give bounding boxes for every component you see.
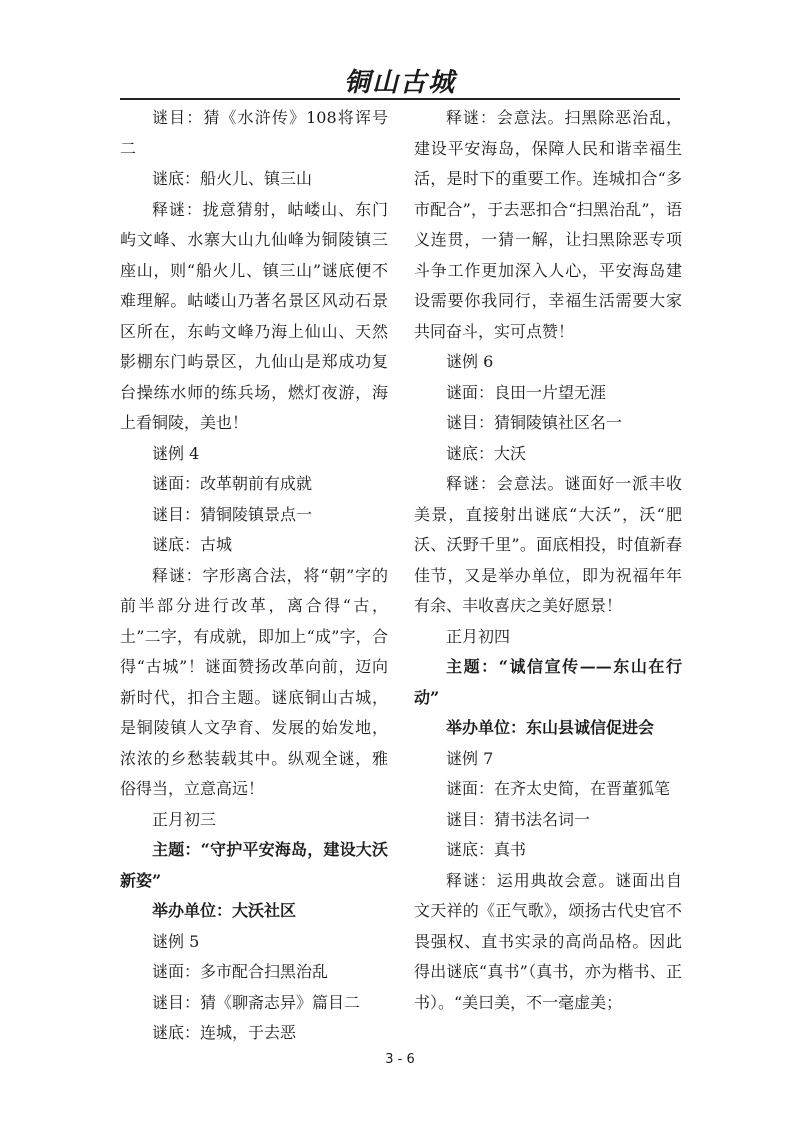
paragraph: 谜目：猜铜陵镇社区名一 xyxy=(446,413,623,432)
paragraph: 谜例 4 xyxy=(152,443,200,463)
page-header-title: 铜山古城 xyxy=(343,68,456,98)
paragraph: 释谜：运用典故会意。谜面出自文天祥的《正气歌》，颂扬古代史官不畏强权、直书实录的高尚品格。因此得出谜底“真书”（真书，亦为楷书、正书）。“美曰美，不一毫虚美； xyxy=(414,870,682,1012)
header-divider xyxy=(120,98,680,100)
paragraph: 谜底：连城，于去恶 xyxy=(152,1023,297,1042)
paragraph: 谜目：猜书法名词一 xyxy=(446,809,591,829)
page-number: 3 - 6 xyxy=(385,1052,415,1067)
paragraph: 释谜：会意法。扫黑除恶治乱，建设平安海岛，保障人民和谐幸福生活，是时下的重要工作。连城扣合“多市配合”，于去恶扣合“扫黑治乱”，语义连贯，一猜一解，让扫黑除恶专项斗争工作更加深入人心，平安海岛建设需要你我同行，幸福生活需要大家共同奋斗，实可点赞！ xyxy=(414,108,682,341)
paragraph: 谜例 5 xyxy=(152,931,200,951)
right-text-column xyxy=(414,103,682,1018)
paragraph: 谜面：多市配合扫黑治乱 xyxy=(152,962,329,981)
paragraph: 谜底：真书 xyxy=(446,840,527,859)
paragraph: 谜面：在齐太史简，在晋董狐笔 xyxy=(446,779,671,798)
paragraph: 谜面：良田一片望无涯 xyxy=(446,382,607,402)
paragraph: 谜底：大沃 xyxy=(446,443,527,463)
paragraph: 谜例 6 xyxy=(446,352,494,371)
left-text-column xyxy=(120,103,388,1049)
paragraph: 谜目：猜铜陵镇景点一 xyxy=(152,504,313,524)
section-heading: 主题：“守护平安海岛，建设大沃新姿” xyxy=(120,840,388,890)
paragraph: 谜面：改革朝前有成就 xyxy=(152,474,313,493)
section-heading: 举办单位：东山县诚信促进会 xyxy=(446,718,655,737)
paragraph: 谜目：猜《水浒传》108将诨号二 xyxy=(120,108,388,158)
paragraph: 谜底：古城 xyxy=(152,535,233,554)
section-heading: 举办单位：大沃社区 xyxy=(152,901,297,920)
paragraph: 释谜：拢意猜射，岵嵝山、东门屿文峰、水寨大山九仙峰为铜陵镇三座山，则“船火儿、镇三山”谜底便不难理解。岵嵝山乃著名景区风动石景区所在，东屿文峰乃海上仙山、天然影棚东门屿景区，九仙山是郑成功复台操练水师的练兵场，燃灯夜游，海上看铜陵，美也！ xyxy=(120,199,388,432)
paragraph: 释谜：字形离合法，将“朝”字的前半部分进行改革，离合得“古，土”二字，有成就，即加上“成”字，合得“古城”！谜面赞扬改革向前，迈向新时代，扣合主题。谜底铜山古城，是铜陵镇人文孕育、发展的始发地，浓浓的乡愁装载其中。纵观全谜，雅俗得当，立意高远！ xyxy=(120,565,388,798)
paragraph: 释谜：会意法。谜面好一派丰收美景，直接射出谜底“大沃”，沃“肥沃、沃野千里”。面底相投，时值新春佳节，又是举办单位，即为祝福年年有余、丰收喜庆之美好愿景！ xyxy=(414,474,682,615)
paragraph: 正月初四 xyxy=(446,626,511,646)
paragraph: 谜目：猜《聊斋志异》篇目二 xyxy=(152,992,361,1012)
paragraph: 正月初三 xyxy=(152,809,217,829)
section-heading: 主题：“诚信宣传——东山在行动” xyxy=(414,657,682,707)
paragraph: 谜底：船火儿、镇三山 xyxy=(152,169,313,188)
paragraph: 谜例 7 xyxy=(446,748,494,768)
